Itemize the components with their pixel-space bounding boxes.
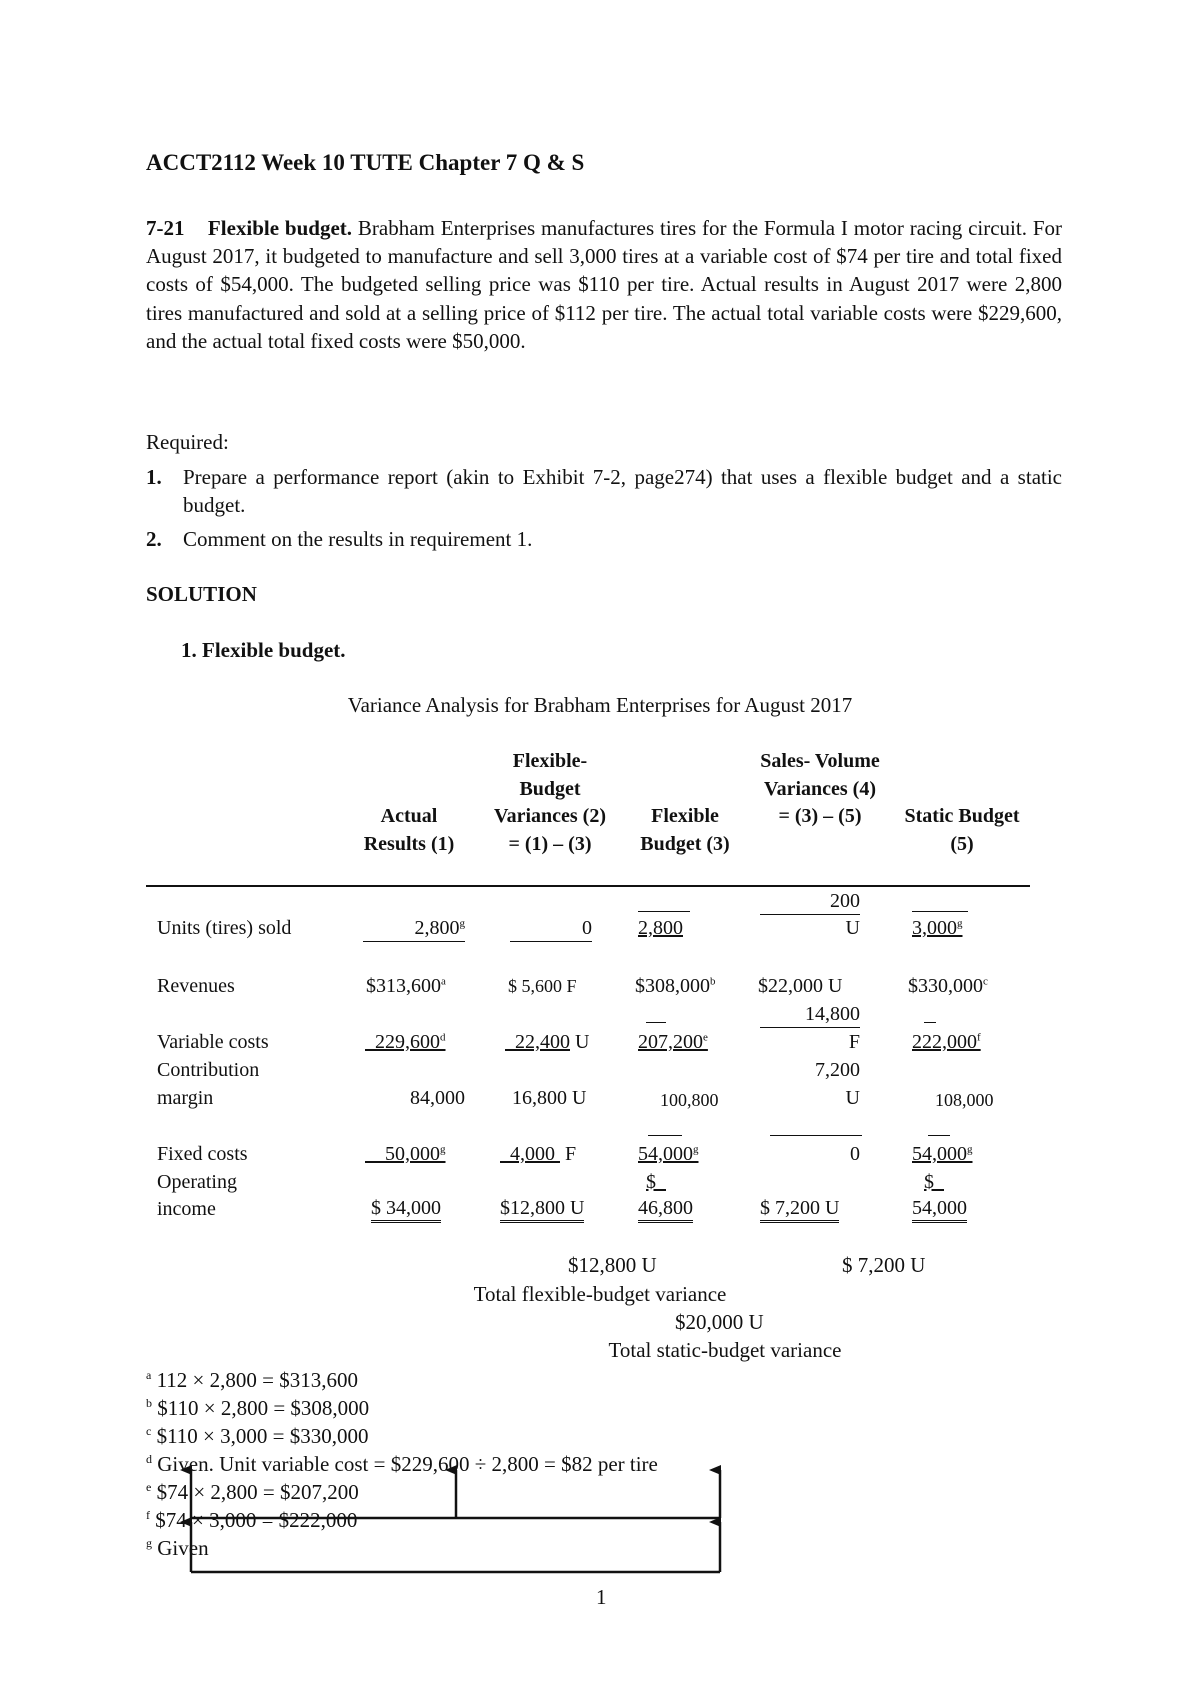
header-sales-volume-variances: Sales- Volume Variances (4) = (3) – (5) [760, 750, 880, 827]
cell-revenues-flex: $308,000$^b$ [635, 975, 716, 997]
row-label-variable-costs: Variable costs [157, 1031, 269, 1053]
total-static-label: Total static-budget variance [608, 1338, 842, 1362]
row-label-operating-1: Operating [157, 1171, 237, 1193]
required-label: Required: [146, 430, 229, 454]
footnote-c: $^c$ $110 × 3,000 = $330,000 [146, 1424, 369, 1448]
cell-operating-static: 54,000 [912, 1196, 967, 1223]
cell-revenues-actual: $313,600$^a$ [366, 975, 446, 997]
problem-heading: Flexible budget. [207, 216, 353, 240]
footnote-g: $^g$ Given [146, 1536, 209, 1560]
total-static-amount: $20,000 U [675, 1310, 764, 1334]
cell-units-svv: U [845, 917, 860, 939]
cell-units-fbv: 0 [510, 915, 592, 942]
cell-fixed-fbv: 4,000 F [500, 1143, 577, 1165]
cell-units-svv-amount: 200 [760, 888, 860, 915]
cell-fixed-flex: 54,000$^g$ [638, 1143, 699, 1165]
row-label-contribution-2: margin [157, 1087, 214, 1109]
cell-revenues-fbv: $ 5,600 F [508, 976, 577, 996]
cell-variable-actual: 229,600$^d$ [375, 1031, 446, 1053]
cell-contribution-svv-amount: 7,200 [815, 1059, 860, 1081]
footnote-a: $^a$ 112 × 2,800 = $313,600 [146, 1368, 358, 1392]
row-label-contribution-1: Contribution [157, 1059, 260, 1081]
cell-contribution-fbv: 16,800 U [512, 1087, 587, 1109]
footnote-f: $^f$ $74 × 3,000 = $222,000 [146, 1508, 358, 1532]
cell-variable-svv: F [848, 1031, 860, 1053]
required-item-1-number: 1. [146, 465, 162, 489]
cell-operating-svv: $ 7,200 U [760, 1196, 839, 1223]
header-actual-results: Actual Results (1) [363, 805, 455, 855]
solution-label: SOLUTION [146, 582, 257, 606]
total-sales-volume-amount: $ 7,200 U [842, 1253, 926, 1277]
cell-fixed-actual: 50,000$^g$ [385, 1143, 446, 1165]
total-flexible-label: Total flexible-budget variance [473, 1282, 727, 1306]
row-label-units: Units (tires) sold [157, 917, 292, 939]
total-flexible-amount: $12,800 U [568, 1253, 657, 1277]
row-label-revenues: Revenues [157, 975, 235, 997]
solution-subheading: 1. Flexible budget. [181, 638, 346, 662]
cell-revenues-static: $330,000$^c$ [908, 975, 988, 997]
cell-variable-flex: 207,200e [638, 1031, 708, 1053]
cell-variable-fbv: 22,400 U [505, 1031, 590, 1053]
cell-contribution-svv: U [845, 1087, 860, 1109]
cell-contribution-flex: 100,800 [660, 1090, 719, 1110]
cell-operating-static-dollar: $ [924, 1171, 934, 1193]
problem-text: Brabham Enterprises manufactures tires for the Formula I motor racing circuit. For August 2017, it budgeted to manufacture and sell 3,000 tires at a variable cost of $74 per tire and total fixed costs of $54,000. The budgeted selling price was $110 per tire. Actual results in August 2017 were 2,800 tires manufactured and sold at a selling price of $112 per tire. The actual total variable costs were $229,600, and the actual total fixed costs were $50,000. [146, 216, 1062, 353]
cell-units-actual: 2,800$^g$ [363, 915, 465, 942]
page-number: 1 [596, 1585, 607, 1609]
cell-fixed-svv: 0 [850, 1143, 860, 1165]
cell-contribution-static: 108,000 [935, 1090, 994, 1110]
header-flexible-budget-variances: Flexible- Budget Variances (2) = (1) – (3) [493, 750, 607, 855]
row-label-fixed-costs: Fixed costs [157, 1143, 248, 1165]
required-item-2-text: Comment on the results in requirement 1. [183, 527, 533, 551]
cell-variable-static: 222,000$^f$ [912, 1031, 981, 1053]
cell-operating-actual: $ 34,000 [371, 1196, 441, 1223]
cell-operating-flex: 46,800 [638, 1196, 693, 1223]
page-title: ACCT2112 Week 10 TUTE Chapter 7 Q & S [146, 150, 585, 175]
footnote-b: $^b$ $110 × 2,800 = $308,000 [146, 1396, 370, 1420]
footnote-d: $^d$ Given. Unit variable cost = $229,600 ÷ 2,800 = $82 per tire [146, 1452, 658, 1476]
cell-fixed-static: 54,000$^g$ [912, 1143, 973, 1165]
problem-number: 7-21 [146, 216, 185, 240]
header-static-budget: Static Budget (5) [904, 805, 1020, 855]
table-caption: Variance Analysis for Brabham Enterprises for August 2017 [347, 693, 853, 717]
cell-units-flex: 2,800 [638, 917, 683, 939]
cell-variable-svv-amount: 14,800 [760, 1001, 860, 1028]
cell-operating-flex-dollar: $ [646, 1171, 656, 1193]
footnote-e: $^e$ $74 × 2,800 = $207,200 [146, 1480, 359, 1504]
header-flexible-budget: Flexible Budget (3) [640, 805, 730, 855]
cell-contribution-actual: 84,000 [410, 1087, 465, 1109]
cell-units-static: 3,000$^g$ [912, 917, 963, 939]
cell-operating-fbv: $12,800 U [500, 1196, 584, 1223]
cell-revenues-svv: $22,000 U [758, 975, 843, 997]
required-item-1-text: Prepare a performance report (akin to Exhibit 7-2, page274) that uses a flexible budget and a static budget. [183, 465, 1062, 518]
row-label-operating-2: income [157, 1198, 216, 1220]
required-item-2-number: 2. [146, 527, 162, 551]
